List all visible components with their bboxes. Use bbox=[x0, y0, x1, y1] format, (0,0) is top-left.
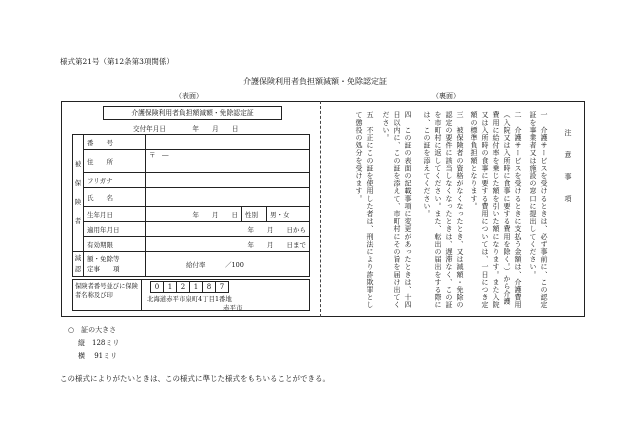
furigana-label: フリガナ bbox=[84, 173, 146, 188]
note-item-1: 一 介護サービスを受けるときは、必ず事前に、この認定証を事業者又は施設の窓口に提出してください。 bbox=[529, 111, 548, 309]
insured-label bbox=[73, 135, 84, 252]
birth-value: 年 月 日 bbox=[146, 207, 242, 222]
card-front bbox=[61, 101, 320, 317]
insurer-address: 北海道赤平市泉町4丁目1番地 bbox=[147, 295, 232, 303]
furigana-value bbox=[146, 173, 310, 188]
card-size bbox=[68, 324, 119, 363]
insurer-digit: 0 bbox=[150, 281, 164, 293]
address-value: 〒 ― bbox=[146, 150, 310, 173]
insurer-digit: 1 bbox=[189, 281, 203, 293]
number-label: 番 号 bbox=[84, 135, 146, 150]
name-label: 氏 名 bbox=[84, 188, 146, 207]
sex-value: 男・女 bbox=[267, 207, 310, 222]
insured-char: 保 bbox=[74, 179, 82, 187]
reduction-item-label bbox=[84, 252, 146, 277]
form-number: 様式第21号（第12条第3項関係） bbox=[60, 57, 174, 66]
document-title: 介護保険利用者負担額減額・免除認定証 bbox=[243, 77, 387, 86]
note-item-2: 二 介護サービスを受けるときに支払う金額は、介護費用（入院又は入所時に食事に要する費用を除く。）から介護費用に給付率を乗じた額を引いた額になります。また入院又は入所時の食事に要する費用については、一日につき定額の標準負担額となります。 bbox=[470, 111, 522, 309]
insurer-digit: 7 bbox=[215, 281, 229, 293]
apply-date-value: 年 月 日から bbox=[146, 222, 310, 237]
insurer-number bbox=[151, 281, 229, 293]
name-value bbox=[146, 188, 310, 207]
card-title: 介護保険利用者負担額減額・免除認定証 bbox=[103, 106, 282, 120]
note-item-5: 五 不正にこの証を使用した者は、刑法により詐欺罪として懲役の処分を受けます。 bbox=[355, 111, 374, 309]
size-width: 横 91ミリ bbox=[78, 352, 118, 360]
back-side-label: （裏面） bbox=[432, 92, 460, 100]
insurer-box bbox=[72, 279, 310, 311]
card-back bbox=[320, 101, 585, 317]
insurer-digit: 8 bbox=[202, 281, 216, 293]
birth-label: 生年月日 bbox=[84, 207, 146, 222]
valid-until-label: 有効期限 bbox=[84, 237, 146, 252]
address-label: 住 所 bbox=[84, 150, 146, 173]
insured-char: 険 bbox=[74, 198, 82, 206]
insurer-divider bbox=[141, 280, 142, 310]
note-item-4: 四 この証の表面の記載事項に変更があったときは、十四日以内に、この証を添えて、市町村にその旨を届け出てください。 bbox=[382, 111, 412, 309]
reduction-char2: 額 bbox=[87, 255, 94, 263]
insurer-label: 保険者番号並びに保険者名称及び印 bbox=[75, 283, 138, 299]
reduction-char: 減 bbox=[74, 254, 82, 262]
apply-date-label: 適用年月日 bbox=[84, 222, 146, 237]
reduction-label bbox=[73, 252, 84, 277]
number-value bbox=[146, 135, 310, 150]
insured-char: 者 bbox=[74, 217, 82, 225]
insurer-name: 赤平市 bbox=[223, 304, 243, 312]
sex-label: 性別 bbox=[242, 207, 267, 222]
insurer-digit: 1 bbox=[163, 281, 177, 293]
valid-until-value: 年 月 日まで bbox=[146, 237, 310, 252]
note-item-3: 三 被保険者の資格がなくなったとき、又は減額・免除の認定の要件に該当しなくなったときは、遅滞なく、この証を市町村に返してください。また、転出の届出をする際には、この証を添えてください。 bbox=[423, 111, 464, 309]
reduction-item2: 事 項 bbox=[93, 265, 120, 273]
size-heading: ○ 証の大きさ bbox=[68, 326, 117, 334]
reduction-char: 認 bbox=[74, 265, 82, 273]
size-height: 縦 128ミリ bbox=[78, 339, 120, 347]
front-side-label: （表面） bbox=[175, 92, 203, 100]
benefit-rate: 給付率 ／100 bbox=[146, 252, 310, 277]
reduction-item: ・免除等 bbox=[93, 255, 120, 263]
insurer-digit: 2 bbox=[176, 281, 190, 293]
insured-char: 被 bbox=[74, 160, 82, 168]
insured-table bbox=[72, 134, 310, 277]
issue-date: 交付年月日 年 月 日 bbox=[133, 125, 239, 133]
notes-heading: 注 意 事 項 bbox=[564, 129, 572, 206]
footer-note: この様式によりがたいときは、この様式に準じた様式をもちいることができる。 bbox=[60, 374, 330, 383]
reduction-char2b: 定 bbox=[87, 265, 94, 273]
